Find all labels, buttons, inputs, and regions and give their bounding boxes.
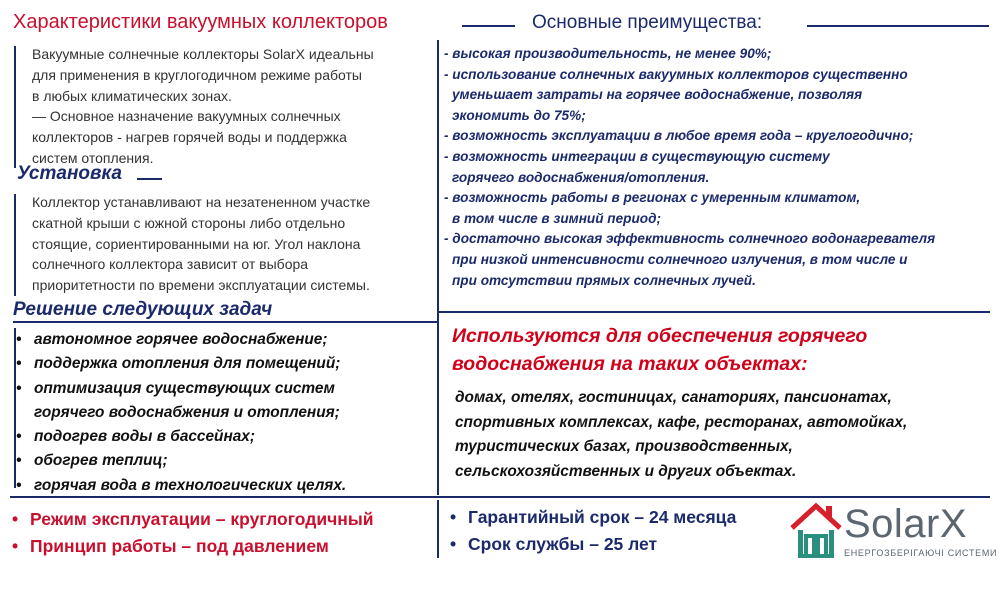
intro-accent-bar [14, 46, 16, 168]
logo-tagline: ЕНЕРГОЗБЕРІГАЮЧІ СИСТЕМИ [844, 548, 998, 558]
bullet-icon: • [12, 536, 19, 556]
intro-line: систем отопления. [32, 149, 154, 166]
install-line: стоящие, сориентированными на юг. Угол наклона [32, 235, 361, 252]
footer-item: • Принцип работы – под давлением [12, 533, 374, 560]
advantage-line: - возможность работы в регионах с умеренным климатом, [444, 190, 861, 206]
task-text: горячая вода в технологических целях. [34, 476, 347, 494]
bullet-icon: • [16, 379, 22, 397]
main-title: Характеристики вакуумных коллекторов [13, 11, 388, 33]
list-item [12, 352, 346, 376]
advantage-line: - высокая производительность, не менее 90%; [444, 46, 772, 61]
advantage-line: горячего водоснабжения/отопления. [452, 169, 710, 185]
tasks-list [12, 328, 346, 498]
bullet-icon: • [450, 534, 457, 554]
advantage-line: при низкой интенсивности солнечного излучения, в том числе и [452, 251, 908, 267]
intro-line: Вакуумные солнечные коллекторы SolarX идеальны [32, 46, 374, 62]
bullet-icon: • [450, 507, 457, 527]
install-heading-rule [137, 178, 162, 180]
advantage-line: - использование солнечных вакуумных коллекторов существенно [444, 66, 908, 82]
objects-heading-line: водоснабжения на таких объектах: [452, 353, 808, 375]
objects-list [455, 386, 907, 484]
install-accent-bar [14, 194, 16, 296]
footer-item: • Гарантийный срок – 24 месяца [450, 504, 736, 531]
install-line: приоритетности по времени эксплуатации системы. [32, 277, 370, 294]
list-item [12, 449, 346, 473]
advantage-line: в том числе в зимний период; [452, 210, 662, 226]
advantage-line: экономить до 75%; [452, 107, 586, 123]
advantage-line: - возможность интеграции в существующую систему [444, 148, 830, 164]
task-text: обогрев теплиц; [34, 452, 168, 470]
tasks-heading-rule [13, 321, 437, 323]
install-heading: Установка [17, 163, 122, 184]
bullet-icon: • [16, 476, 22, 494]
task-text: автономное горячее водоснабжение; [34, 331, 328, 348]
list-item [12, 377, 346, 401]
bullet-icon: • [12, 509, 19, 529]
list-item [12, 328, 346, 352]
install-line: скатной крыши с южной стороны либо отдельно [32, 214, 346, 231]
tasks-heading: Решение следующих задач [13, 299, 273, 320]
task-text: оптимизация существующих систем [34, 379, 335, 397]
bullet-icon: • [16, 355, 22, 373]
intro-line: — Основное назначение вакуумных солнечных [32, 108, 341, 125]
advantages-rule [807, 25, 989, 27]
footer-left [12, 506, 374, 560]
task-text: подогрев воды в бассейнах; [34, 428, 255, 446]
intro-line: коллекторов - нагрев горячей воды и поддержка [32, 129, 347, 146]
advantage-line: - возможность эксплуатации в любое время года – круглогодично; [444, 128, 914, 144]
logo-wordmark: SolarX [844, 502, 968, 546]
house-logo-icon [788, 500, 844, 560]
footer-rule [10, 496, 990, 498]
objects-heading [452, 322, 867, 378]
install-line: Коллектор устанавливают на незатененном участке [32, 194, 371, 210]
install-line: солнечного коллектора зависит от выбора [32, 256, 309, 273]
install-paragraph [32, 192, 370, 296]
objects-line: домах, отелях, гостиницах, санаториях, пансионатах, [455, 389, 892, 406]
intro-line: в любых климатических зонах. [32, 87, 232, 104]
solarx-logo [788, 500, 998, 562]
objects-heading-line: Используются для обеспечения горячего [452, 325, 868, 347]
intro-paragraph [32, 44, 374, 169]
advantages-title: Основные преимущества: [532, 12, 763, 33]
task-text: поддержка отопления для помещений; [34, 355, 341, 373]
objects-line: сельскохозяйственных и других объектах. [455, 462, 797, 480]
list-item [12, 474, 346, 498]
task-text-continued: горячего водоснабжения и отопления; [34, 403, 340, 421]
bullet-icon: • [16, 452, 22, 470]
column-divider [437, 40, 439, 495]
advantage-line: - достаточно высокая эффективность солнечного водонагревателя [444, 231, 936, 247]
list-item [12, 425, 346, 449]
intro-line: для применения в круглогодичном режиме работы [32, 66, 362, 83]
advantage-line: уменьшает затраты на горячее водоснабжение, позволяя [452, 87, 863, 103]
footer-divider [437, 500, 439, 558]
footer-item: • Режим эксплуатации – круглогодичный [12, 506, 374, 533]
footer-item: • Срок службы – 25 лет [450, 531, 736, 558]
section-divider [439, 311, 990, 313]
bullet-icon: • [16, 331, 22, 348]
footer-right [450, 504, 736, 558]
objects-line: спортивных комплексах, кафе, ресторанах, автомойках, [455, 413, 908, 431]
title-rule [462, 25, 515, 27]
advantages-list [444, 44, 935, 291]
objects-line: туристических базах, производственных, [455, 438, 793, 456]
bullet-icon: • [16, 428, 22, 446]
advantage-line: при отсутствии прямых солнечных лучей. [452, 272, 756, 288]
